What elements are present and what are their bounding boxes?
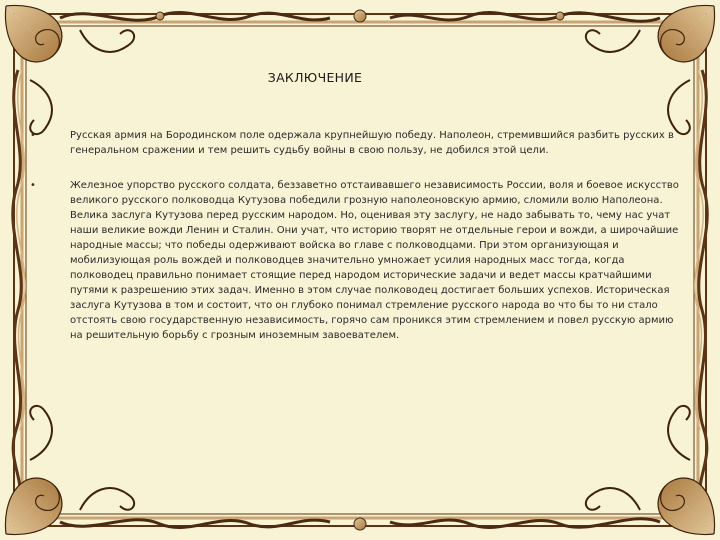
bullet-marker: •: [30, 130, 36, 141]
top-scrollwork: [60, 10, 660, 22]
corner-ornament-bottom-right: [586, 406, 715, 535]
bottom-scrollwork: [60, 518, 660, 530]
bullet-text: Русская армия на Бородинском поле одержала крупнейшую победу. Наполеон, стремившийся разбить русских в генеральном сражении и тем решить судьбу войны в свою пользу, не добился этой цели.: [70, 130, 674, 156]
bullet-item: [30, 178, 680, 343]
bullet-text: Железное упорство русского солдата, беззаветно отстаивавшего независимость России, воля и боевое искусство великого русского полководца Кутузова победили грозную наполеоновскую армию, сломили волю Наполеона. Велика заслуга Кутузова перед русским народом. Но, оценивая эту заслугу, не надо забывать то, чему нас учат наши великие вожди Ленин и Сталин. Они учат, что историю творят не отдельные герои и вожди, а широчайшие народные массы; что победы одерживают войска во главе с полководцами. При этом организующая и мобилизующая роль вождей и полководцев значительно умножает усилия народных масс тогда, когда полководец правильно понимает стоящие перед народом исторические задачи и ведет массы кратчайшими путями к разрешению этих задач. Именно в этом случае полководец достигает больших успехов. Историческая заслуга Кутузова в том и состоит, что он глубоко понимал стремление русского народа во что бы то ни стало отстоять свою государственную независимость, горячо сам проникся этим стремлением и повел русскую армию на решительную борьбу с грозным иноземным завоевателем.: [70, 180, 679, 341]
bullet-list: [30, 128, 680, 363]
corner-ornament-bottom-left: [5, 406, 134, 535]
slide-title: ЗАКЛЮЧЕНИЕ: [267, 70, 363, 85]
bullet-marker: •: [30, 180, 36, 191]
bullet-item: [30, 128, 680, 158]
